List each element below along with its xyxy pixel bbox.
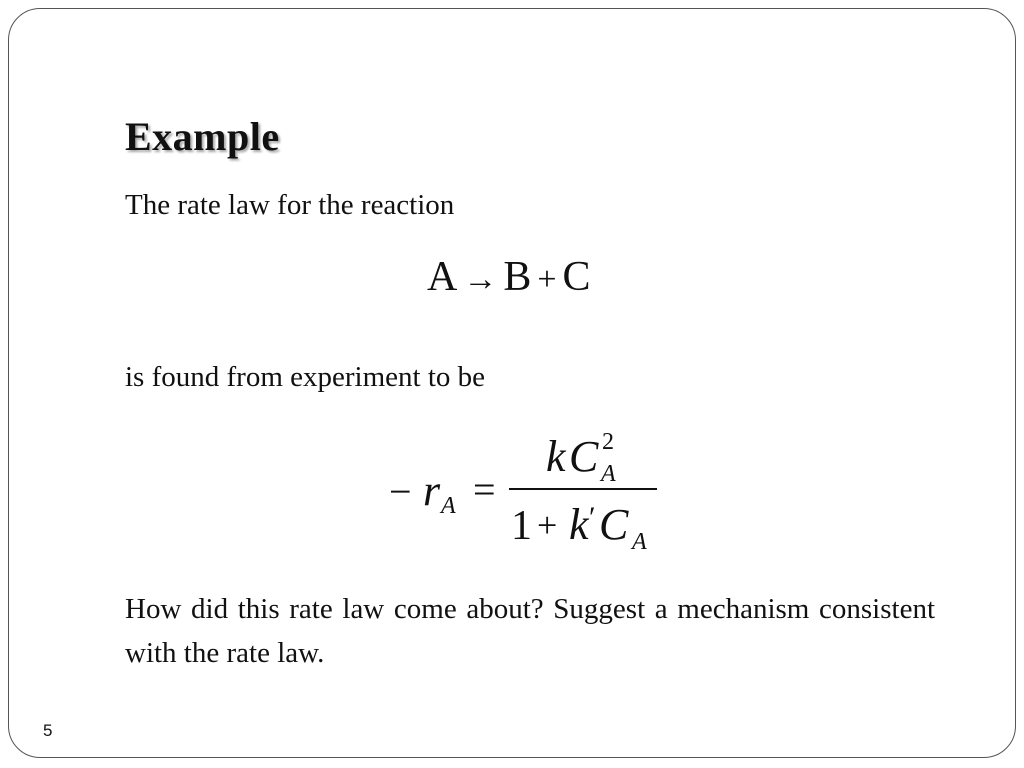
numerator-c: C bbox=[569, 432, 599, 481]
product-c: C bbox=[562, 254, 591, 300]
found-text: is found from experiment to be bbox=[125, 361, 485, 393]
reaction-arrow: → bbox=[463, 261, 498, 298]
denominator-prime: ′ bbox=[589, 501, 596, 534]
minus-sign: − bbox=[389, 469, 412, 514]
slide-frame bbox=[8, 8, 1016, 758]
rate-symbol: r bbox=[423, 466, 441, 515]
rate-subscript: A bbox=[441, 493, 456, 519]
page-number: 5 bbox=[43, 721, 53, 740]
plus-sign: + bbox=[537, 261, 557, 298]
numerator-k: k bbox=[546, 432, 566, 481]
rate-law-equation bbox=[389, 429, 669, 559]
denominator-c: C bbox=[599, 500, 629, 549]
denominator-subscript: A bbox=[632, 529, 647, 555]
reactant-a: A bbox=[427, 254, 458, 300]
intro-text: The rate law for the reaction bbox=[125, 189, 455, 221]
numerator-subscript: A bbox=[601, 461, 616, 487]
denominator-k: k bbox=[569, 500, 589, 549]
numerator-superscript: 2 bbox=[602, 429, 614, 455]
question-text: How did this rate law come about? Suggest a mechanism consistent with the rate law. bbox=[125, 593, 935, 669]
equals-sign: = bbox=[473, 467, 496, 512]
reaction-equation bbox=[427, 253, 591, 301]
product-b: B bbox=[503, 254, 532, 300]
denominator-one: 1 bbox=[511, 503, 532, 549]
slide-title: Example bbox=[125, 114, 280, 159]
denominator-plus: + bbox=[537, 505, 558, 545]
